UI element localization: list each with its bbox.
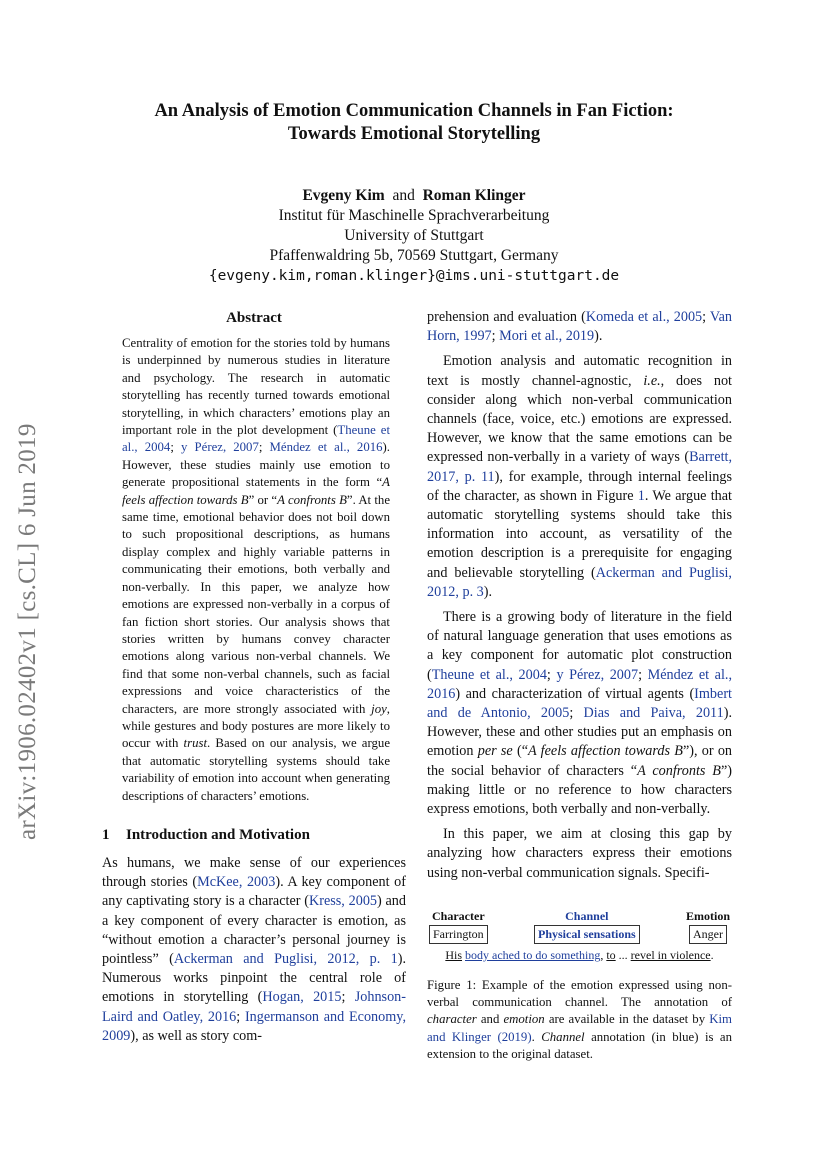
citation-link[interactable]: Mori et al., 2019 — [499, 328, 595, 345]
author-name: Roman Klinger — [422, 187, 526, 204]
figure-1 — [427, 909, 732, 1063]
intro-paragraph: As humans, we make sense of our experiences through stories (McKee, 2003). A key component of any captivating story is a character (Kress, 2005) and a key component of every character is emotion, as “without emotion a character’s personal journey is pointless” (Ackerman and Puglisi, 2012, p. 1). Numerous works pinpoint the central role of emotions in storytelling (Hogan, 2015; Johnson-Laird and Oatley, 2016; Ingermanson and Economy, 2009), as well as story com- — [102, 854, 406, 1044]
title-line-1: An Analysis of Emotion Communication Channels in Fan Fiction: — [154, 101, 674, 121]
citation-link[interactable]: y Pérez, 2007 — [181, 440, 259, 455]
citation-link[interactable]: Méndez et al., 2016 — [269, 440, 383, 455]
title-line-2: Towards Emotional Storytelling — [287, 124, 541, 144]
affiliation-institute: Institut für Maschinelle Sprachverarbeitung — [278, 207, 550, 224]
citation-link[interactable]: Van Horn, 1997 — [427, 309, 732, 345]
citation-link[interactable]: Theune et al., 2004 — [431, 666, 547, 683]
citation-link[interactable]: Imbert and de Antonio, 2005 — [427, 685, 732, 722]
figure-column-emotion — [686, 909, 730, 944]
body-paragraph: Emotion analysis and automatic recognition in text is mostly channel-agnostic, i.e., does not consider along which non-verbal communication channels (face, voice, etc.) emotions are expressed. However, we know that the same emotions can be expressed non-verbally in a variety of ways (Barrett, 2017, p. 11), for example, through internal feelings of the character, as shown in Figure 1. We argue that automatic storytelling systems should take this information into account, as versatility of the emotion description is a prerequisite for engaging and believable storytelling (Ackerman and Puglisi, 2012, p. 3). — [427, 353, 733, 600]
citation-link[interactable]: McKee, 2003 — [197, 874, 276, 891]
arxiv-stamp: arXiv:1906.02402v1 [cs.CL] 6 Jun 2019 — [14, 423, 41, 840]
value-character: Farrington — [429, 925, 488, 944]
citation-link[interactable]: Dias and Paiva, 2011 — [583, 705, 724, 722]
citation-link[interactable]: Ackerman and Puglisi, 2012, p. 1 — [173, 950, 398, 967]
value-channel: Physical sensations — [534, 925, 640, 944]
citation-link[interactable]: Johnson-Laird and Oatley, 2016 — [102, 989, 406, 1025]
author-block — [100, 186, 728, 286]
section-title: Introduction and Motivation — [126, 826, 310, 843]
abstract-text: Centrality of emotion for the stories told by humans is underpinned by numerous studies in literature and psychology. The research in automatic storytelling has recently turned towards emotional storytelling, in which characters’ emotions play an important role in the plot development (Theune et al., 2004; y Pérez, 2007; Méndez et al., 2016). However, these studies mainly use emotion to generate propositional statements in the form “A feels affection towards B” or “A confronts B”. At the same time, emotional behavior does not boil down to such propositional descriptions, as humans display complex and highly variable patterns in communicating their emotions, both verbally and non-verbally. In this paper, we analyze how emotions are expressed non-verbally in a corpus of fan fiction short stories. Our analysis shows that stories written by humans convey character emotions along various non-verbal channels. We find that some non-verbal channels, such as facial expressions and voice characteristics of the characters, are more strongly associated with joy, while gestures and body postures are more likely to occur with trust. Based on our analysis, we argue that automatic storytelling systems should take variability of emotion into account when generating descriptions of characters’ emotions. — [122, 336, 390, 803]
left-column — [102, 308, 406, 1046]
figure-caption: Figure 1: Example of the emotion expressed using non-verbal communication channel. The annotation of character and emotion are available in the dataset by Kim and Klinger (2019). Channel annotation (in blue) is an extension to the original dataset. — [427, 977, 733, 1061]
column-header-channel: Channel — [565, 908, 609, 923]
citation-link[interactable]: Kim and Klinger (2019) — [427, 1012, 732, 1044]
body-paragraph: There is a growing body of literature in the field of natural language generation that uses emotions as a key component for automatic plot construction (Theune et al., 2004; y Pérez, 2007; Méndez et al., 2016) and characterization of virtual agents (Imbert and de Antonio, 2005; Dias and Paiva, 2011). However, these and other studies put an emphasis on emotion per se (“A feels affection towards B”), or on the social behavior of characters “A confronts B”) making little or no reference to how characters express emotions, both verbally and non-verbally. — [427, 609, 733, 818]
title-block — [100, 100, 728, 286]
citation-link[interactable]: y Pérez, 2007 — [556, 666, 639, 683]
figure-column-character — [429, 909, 488, 944]
body-paragraph: In this paper, we aim at closing this gap by analyzing how characters express their emotions using non-verbal communication signals. Specifi- — [427, 826, 732, 881]
paper-title — [100, 100, 728, 146]
section-heading — [102, 827, 406, 844]
author-and: and — [392, 187, 415, 204]
author-email[interactable]: {evgeny.kim,roman.klinger}@ims.uni-stuttgart.de — [208, 268, 620, 284]
figure-example-sentence: His body ached to do something, to ... revel in violence. — [445, 947, 714, 962]
column-header-character: Character — [432, 908, 485, 923]
author-name: Evgeny Kim — [302, 187, 385, 204]
citation-link[interactable]: Méndez et al., 2016 — [427, 666, 732, 702]
citation-link[interactable]: Theune et al., 2004 — [122, 423, 390, 455]
citation-link[interactable]: Hogan, 2015 — [262, 989, 342, 1006]
citation-link[interactable]: Ackerman and Puglisi, 2012, p. 3 — [427, 564, 732, 600]
section-number: 1 — [102, 826, 110, 843]
citation-link[interactable]: Komeda et al., 2005 — [585, 309, 703, 325]
figure-annotation-table — [427, 909, 732, 944]
citation-link[interactable]: Barrett, 2017, p. 11 — [427, 449, 732, 485]
figure-reference-link[interactable]: 1 — [637, 487, 645, 504]
right-column — [427, 308, 732, 1076]
column-header-emotion: Emotion — [685, 908, 730, 923]
affiliation-address: Pfaffenwaldring 5b, 70569 Stuttgart, Germany — [269, 247, 559, 264]
figure-column-channel — [534, 909, 640, 944]
value-emotion: Anger — [689, 925, 727, 944]
abstract-heading: Abstract — [226, 310, 282, 326]
affiliation-university: University of Stuttgart — [344, 227, 484, 244]
body-paragraph: prehension and evaluation (Komeda et al., 2005; Van Horn, 1997; Mori et al., 2019). — [427, 309, 732, 345]
citation-link[interactable]: Kress, 2005 — [309, 893, 378, 910]
citation-link[interactable]: Ingermanson and Economy, 2009 — [102, 1008, 406, 1044]
